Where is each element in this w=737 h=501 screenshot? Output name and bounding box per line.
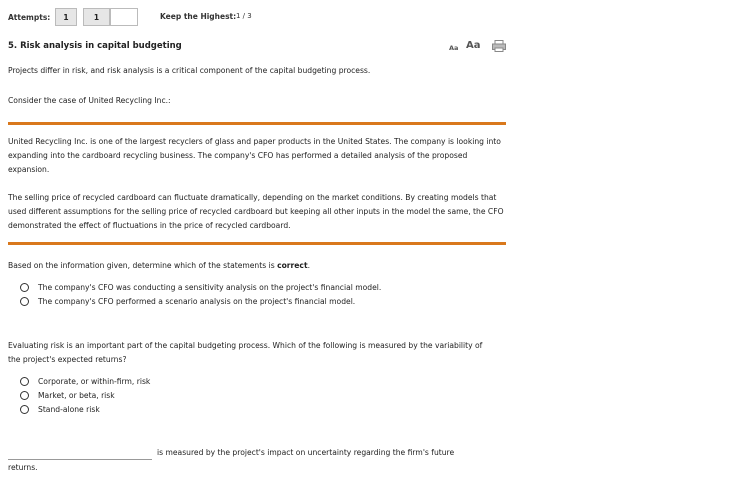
part1-option-1[interactable] xyxy=(20,281,381,294)
case-prompt: Consider the case of United Recycling Inc.: xyxy=(8,96,171,105)
attempt-box-2: 1 xyxy=(83,8,110,26)
part2-prompt: Evaluating risk is an important part of the capital budgeting process. Which of the following is measured by the variability of the project's expected returns? xyxy=(8,341,483,365)
part1-prompt-prefix: Based on the information given, determine which of the statements is xyxy=(8,261,278,270)
keep-highest-value: 1 / 3 xyxy=(236,12,252,20)
part2-option-2-label: Market, or beta, risk xyxy=(38,391,115,400)
attempt-box-1: 1 xyxy=(55,8,77,26)
case-divider-top xyxy=(8,122,506,125)
part1-option-1-label: The company's CFO was conducting a sensitivity analysis on the project's financial model. xyxy=(38,283,382,292)
radio-button[interactable] xyxy=(20,391,29,400)
part1-prompt-suffix: . xyxy=(307,261,310,270)
case-paragraph-2: The selling price of recycled cardboard can fluctuate dramatically, depending on the market conditions. By creating models that used different assumptions for the selling price of recycled cardboard but keeping all other inputs in the model the same, the CFO demonstrated the effect of fluctuations in the price of recycled cardboard. xyxy=(8,193,504,231)
case-paragraph-1: United Recycling Inc. is one of the largest recyclers of glass and paper products in the United States. The company is looking into expanding into the cardboard recycling business. The company's CFO has performed a detailed analysis of the proposed expansion. xyxy=(8,137,501,175)
part1-prompt xyxy=(8,259,508,273)
radio-button[interactable] xyxy=(20,405,29,414)
part1-option-2[interactable] xyxy=(20,295,355,308)
part2-option-3[interactable] xyxy=(20,403,100,416)
part2-option-1-label: Corporate, or within-firm, risk xyxy=(38,377,151,386)
radio-button[interactable] xyxy=(20,377,29,386)
answer-blank-dropdown[interactable] xyxy=(8,459,152,460)
attempts-label: Attempts: xyxy=(8,13,51,22)
part1-prompt-bold: correct xyxy=(277,261,308,270)
radio-button[interactable] xyxy=(20,283,29,292)
keep-highest-label: Keep the Highest: xyxy=(160,12,237,21)
radio-button[interactable] xyxy=(20,297,29,306)
font-increase-button[interactable]: Aa xyxy=(466,40,481,51)
part3-sentence-end: returns. xyxy=(8,463,38,472)
part2-option-3-label: Stand-alone risk xyxy=(38,405,100,414)
print-icon[interactable] xyxy=(492,40,506,52)
part2-option-2[interactable] xyxy=(20,389,115,402)
part3-sentence: is measured by the project's impact on uncertainty regarding the firm's future xyxy=(157,448,455,457)
question-title: 5. Risk analysis in capital budgeting xyxy=(8,41,182,51)
intro-text: Projects differ in risk, and risk analysis is a critical component of the capital budgeting process. xyxy=(8,66,371,75)
case-divider-bottom xyxy=(8,242,506,245)
part2-option-1[interactable] xyxy=(20,375,150,388)
part1-option-2-label: The company's CFO performed a scenario analysis on the project's financial model. xyxy=(38,297,356,306)
font-decrease-button[interactable]: Aa xyxy=(449,44,459,52)
attempt-box-3 xyxy=(110,8,138,26)
